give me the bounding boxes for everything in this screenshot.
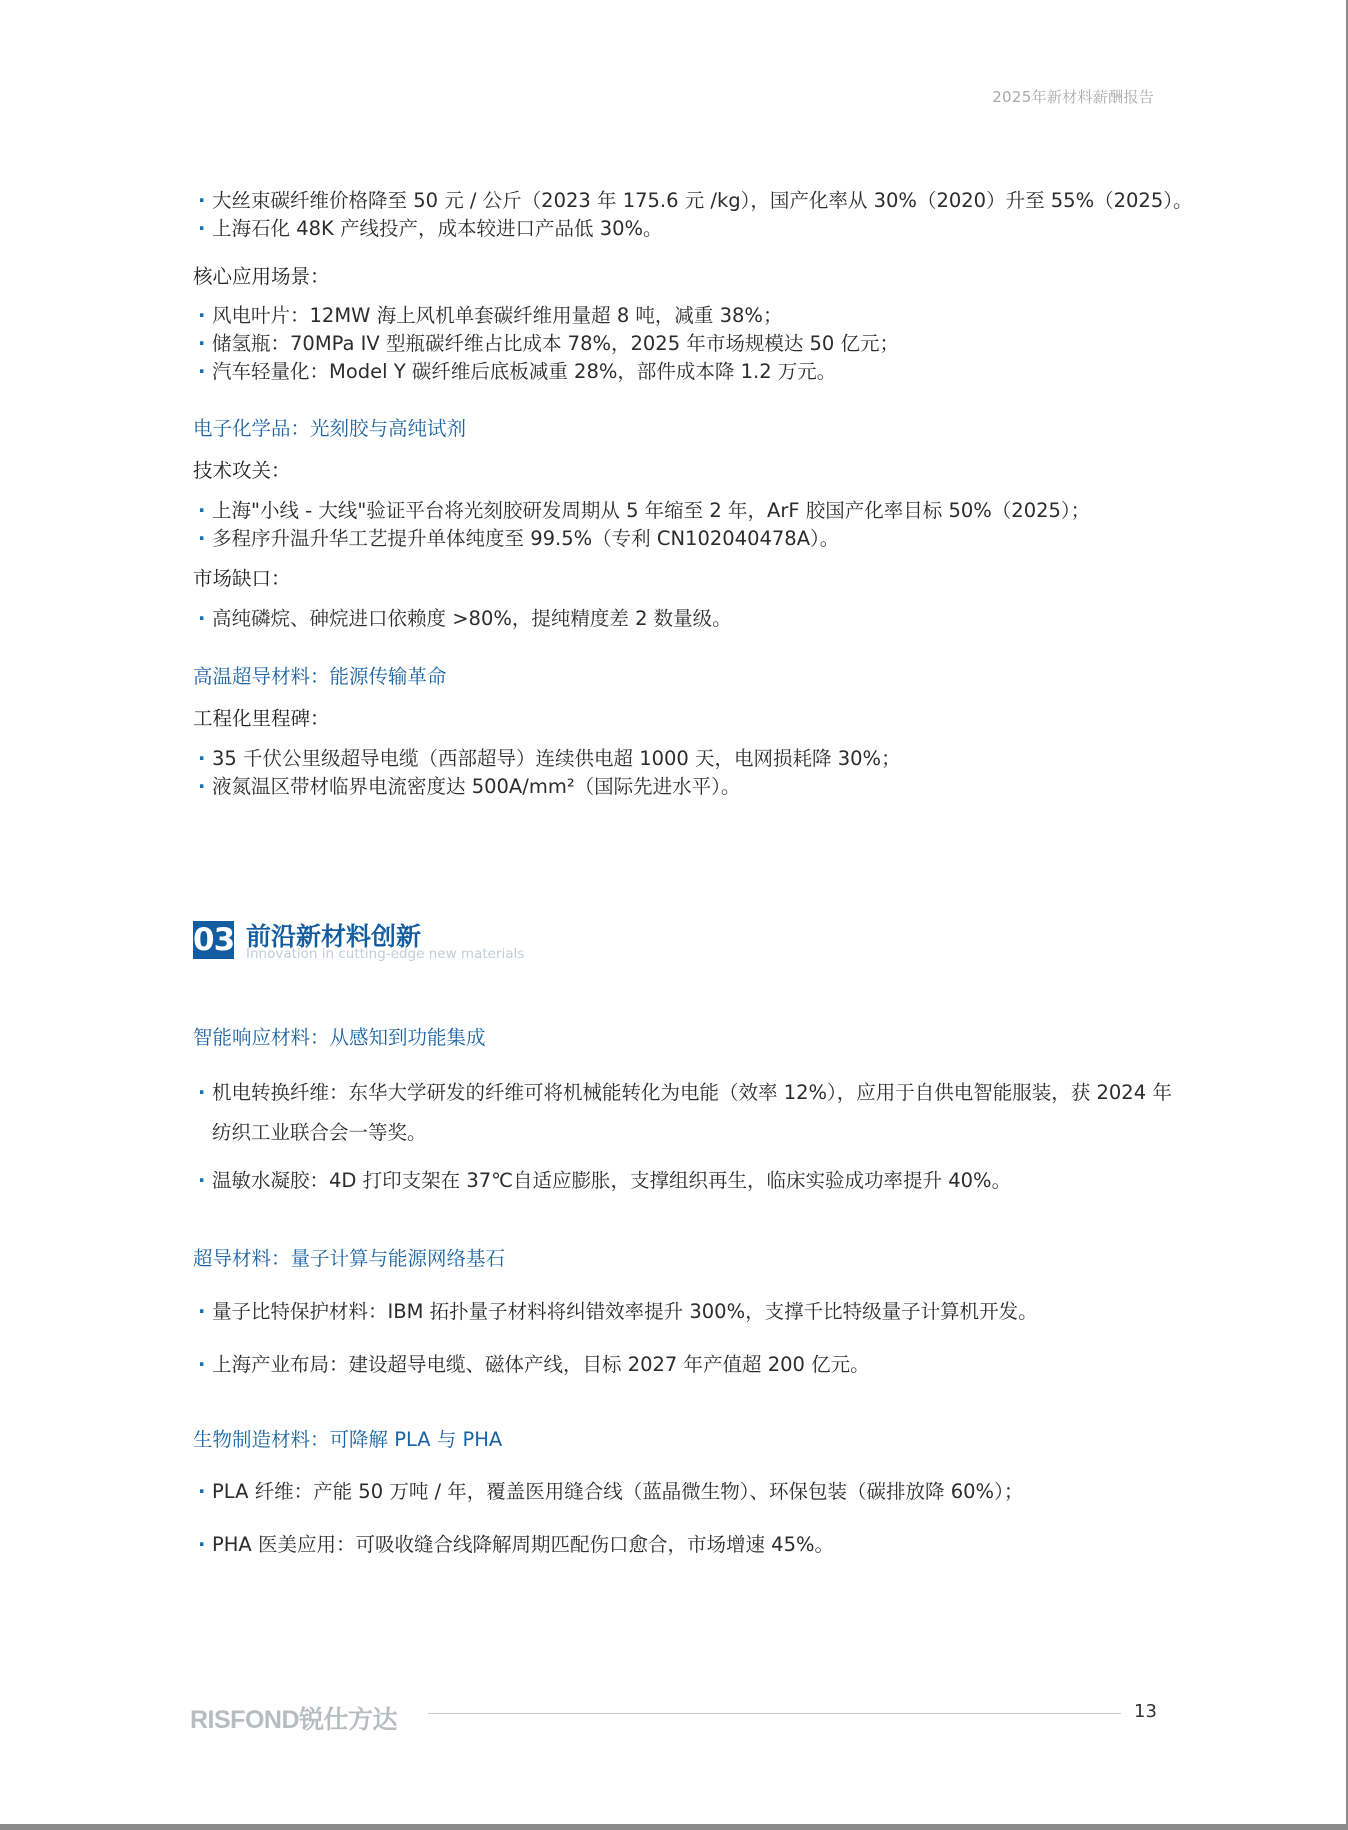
list-item: · 上海产业布局：建设超导电缆、磁体产线，目标 2027 年产值超 200 亿元。 [193,1351,1038,1379]
list-item: · 大丝束碳纤维价格降至 50 元 / 公斤（2023 年 175.6 元 /kg），国产化率从 30%（2020）升至 55%（2025）。 [193,187,1193,215]
list-item: · 机电转换纤维：东华大学研发的纤维可将机械能转化为电能（效率 12%），应用于自供电智能服装，获 2024 年纺织工业联合会一等奖。 [193,1073,1187,1153]
electronic-chemicals-heading: 电子化学品：光刻胶与高纯试剂 [193,417,467,440]
superconducting-materials-heading: 超导材料：量子计算与能源网络基石 [193,1247,506,1270]
bio-materials-heading: 生物制造材料：可降解 PLA 与 PHA [193,1428,503,1451]
list-item: · 上海"小线 - 大线"验证平台将光刻胶研发周期从 5 年缩至 2 年，ArF 胶国产化率目标 50%（2025）； [193,497,1090,525]
market-gap-label: 市场缺口： [193,567,291,590]
smart-materials-list [193,1073,1187,1195]
milestone-label: 工程化里程碑： [193,707,330,730]
list-item: · 量子比特保护材料：IBM 拓扑量子材料将纠错效率提升 300%，支撑千比特级量子计算机开发。 [193,1298,1038,1326]
list-item: · 储氢瓶：70MPa IV 型瓶碳纤维占比成本 78%，2025 年市场规模达 50 亿元； [193,330,899,358]
section-title: 前沿新材料创新 [246,922,422,951]
tech-label: 技术攻关： [193,459,291,482]
list-item: · 上海石化 48K 产线投产，成本较进口产品低 30%。 [193,215,1193,243]
bio-materials-list [193,1478,1023,1559]
company-logo: RISFOND锐仕方达 [190,1706,398,1734]
page-number: 13 [1134,1701,1157,1722]
carbon-fiber-bullets [193,187,1193,243]
milestone-list [193,745,901,801]
applications-label: 核心应用场景： [193,265,330,288]
list-item: · 35 千伏公里级超导电缆（西部超导）连续供电超 1000 天，电网损耗降 30%； [193,745,901,773]
hts-heading: 高温超导材料：能源传输革命 [193,665,447,688]
list-item: · 汽车轻量化：Model Y 碳纤维后底板减重 28%，部件成本降 1.2 万元。 [193,358,899,386]
list-item: · 风电叶片：12MW 海上风机单套碳纤维用量超 8 吨，减重 38%； [193,302,899,330]
list-item: · PHA 医美应用：可吸收缝合线降解周期匹配伤口愈合，市场增速 45%。 [193,1531,1023,1559]
section-subtitle: Innovation in cutting-edge new materials [246,946,525,962]
list-item: · 温敏水凝胶：4D 打印支架在 37℃自适应膨胀，支撑组织再生，临床实验成功率提升 40%。 [193,1167,1187,1195]
tech-list [193,497,1090,553]
list-item: · 多程序升温升华工艺提升单体纯度至 99.5%（专利 CN102040478A）。 [193,525,1090,553]
section-number: 03 [193,922,235,958]
applications-list [193,302,899,386]
list-item: · PLA 纤维：产能 50 万吨 / 年，覆盖医用缝合线（蓝晶微生物）、环保包装（碳排放降 60%）； [193,1478,1023,1506]
superconducting-materials-list [193,1298,1038,1379]
list-item: · 高纯磷烷、砷烷进口依赖度 >80%，提纯精度差 2 数量级。 [193,605,732,633]
report-title-header: 2025年新材料薪酬报告 [992,88,1154,106]
list-item: · 液氮温区带材临界电流密度达 500A/mm²（国际先进水平）。 [193,773,901,801]
market-gap-list [193,605,732,633]
footer-divider [428,1713,1121,1714]
smart-materials-heading: 智能响应材料：从感知到功能集成 [193,1026,486,1049]
